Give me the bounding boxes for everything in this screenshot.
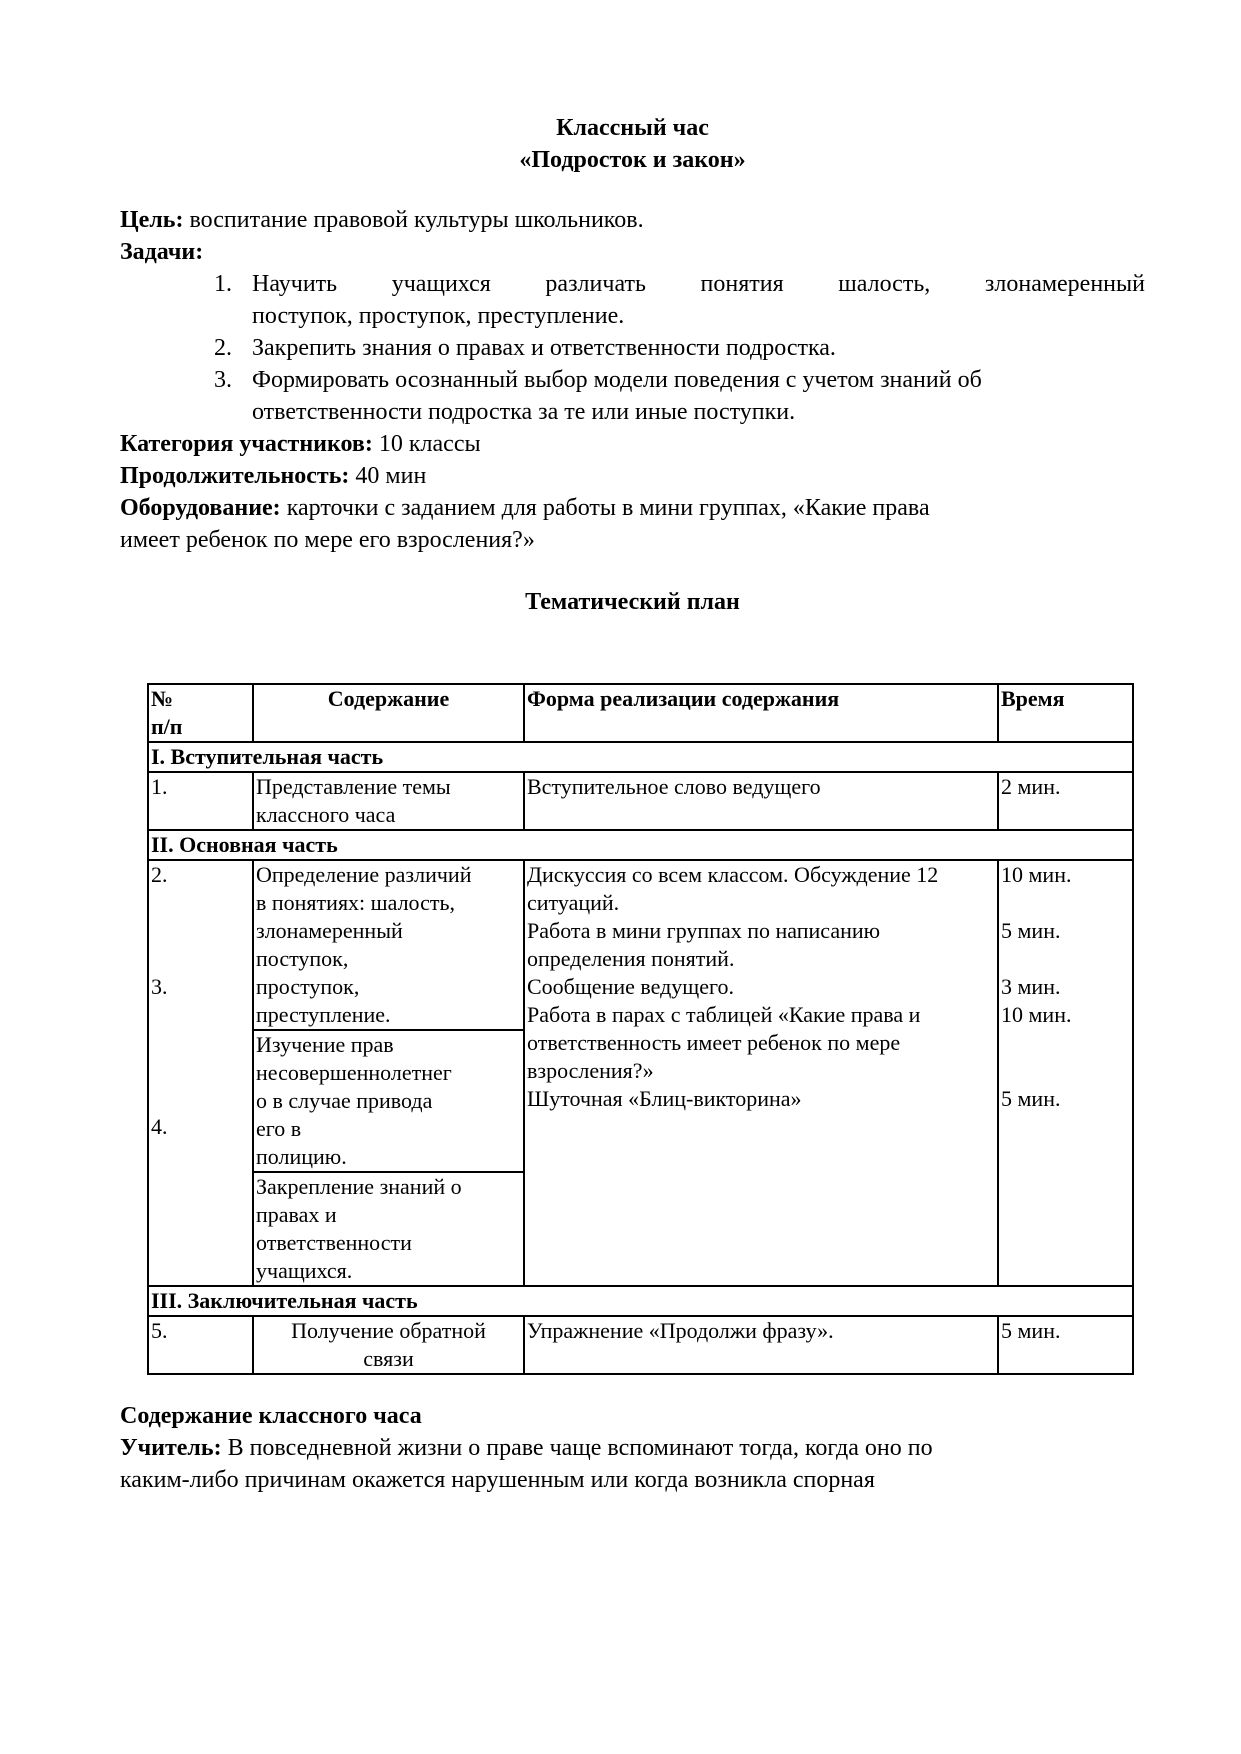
equipment-line-2: имеет ребенок по мере его взросления?»	[120, 527, 535, 553]
main-content	[253, 860, 524, 1286]
content-section	[120, 1400, 1145, 1496]
tasks-list	[120, 268, 1145, 428]
content-section-title: Содержание классного часа	[120, 1403, 422, 1429]
main-time: 10 мин. 5 мин. 3 мин. 10 мин. 5 мин.	[998, 860, 1133, 1286]
content-block: Определение различий в понятиях: шалость, злонамеренный поступок, проступок, преступление.	[254, 861, 523, 1031]
title-line-1: Классный час	[556, 115, 709, 141]
table-row-main	[148, 860, 1133, 1286]
title-line-2: «Подросток и закон»	[519, 147, 746, 173]
teacher-line-2: каким-либо причинам окажется нарушенным или когда возникла спорная	[120, 1467, 875, 1493]
goal-line	[120, 204, 1145, 236]
goal-text: воспитание правовой культуры школьников.	[183, 207, 644, 233]
content-block: Изучение прав несовершеннолетнег о в случае привода его в полицию.	[254, 1031, 523, 1173]
main-numbers: 2. 3. 4.	[148, 860, 253, 1286]
header-content: Содержание	[253, 684, 524, 742]
tasks-label: Задачи:	[120, 239, 204, 265]
participants-line: Категория участников: 10 классы	[120, 431, 481, 457]
content-block: Закрепление знаний о правах и ответственности учащихся.	[256, 1174, 462, 1283]
task-item: 1. Научить учащихся различать понятия шалость, злонамеренный поступок, проступок, преступление.	[214, 271, 1145, 329]
task-item: 3. Формировать осознанный выбор модели поведения с учетом знаний об ответственности подростка за те или иные поступки.	[214, 367, 982, 425]
header-time: Время	[998, 684, 1133, 742]
table-row: 1. Представление темы классного часа Вступительное слово ведущего 2 мин.	[148, 772, 1133, 830]
section-row: II. Основная часть	[148, 830, 1133, 860]
task-item: 2. Закрепить знания о правах и ответственности подростка.	[214, 335, 836, 361]
table-header-row	[148, 684, 1133, 742]
equipment-line: Оборудование: карточки с заданием для работы в мини группах, «Какие права	[120, 495, 930, 521]
section-row: I. Вступительная часть	[148, 742, 1133, 772]
table-row: 5. Получение обратной связи Упражнение «Продолжи фразу». 5 мин.	[148, 1316, 1133, 1374]
main-form: Дискуссия со всем классом. Обсуждение 12 ситуаций. Работа в мини группах по написанию определения понятий. Сообщение ведущего. Работа в парах с таблицей «Какие права и ответственность имеет ребенок по мере взросления?» Шуточная «Блиц-викторина»	[524, 860, 998, 1286]
thematic-plan-table	[147, 683, 1134, 1375]
duration-line: Продолжительность: 40 мин	[120, 463, 427, 489]
plan-title: Тематический план	[525, 589, 740, 615]
header-num: № п/п	[148, 684, 253, 742]
teacher-line: Учитель: В повседневной жизни о праве чаще вспоминают тогда, когда оно по	[120, 1435, 933, 1461]
document-page	[120, 112, 1145, 618]
goal-label: Цель:	[120, 207, 184, 233]
header-form: Форма реализации содержания	[524, 684, 998, 742]
section-row: III. Заключительная часть	[148, 1286, 1133, 1316]
